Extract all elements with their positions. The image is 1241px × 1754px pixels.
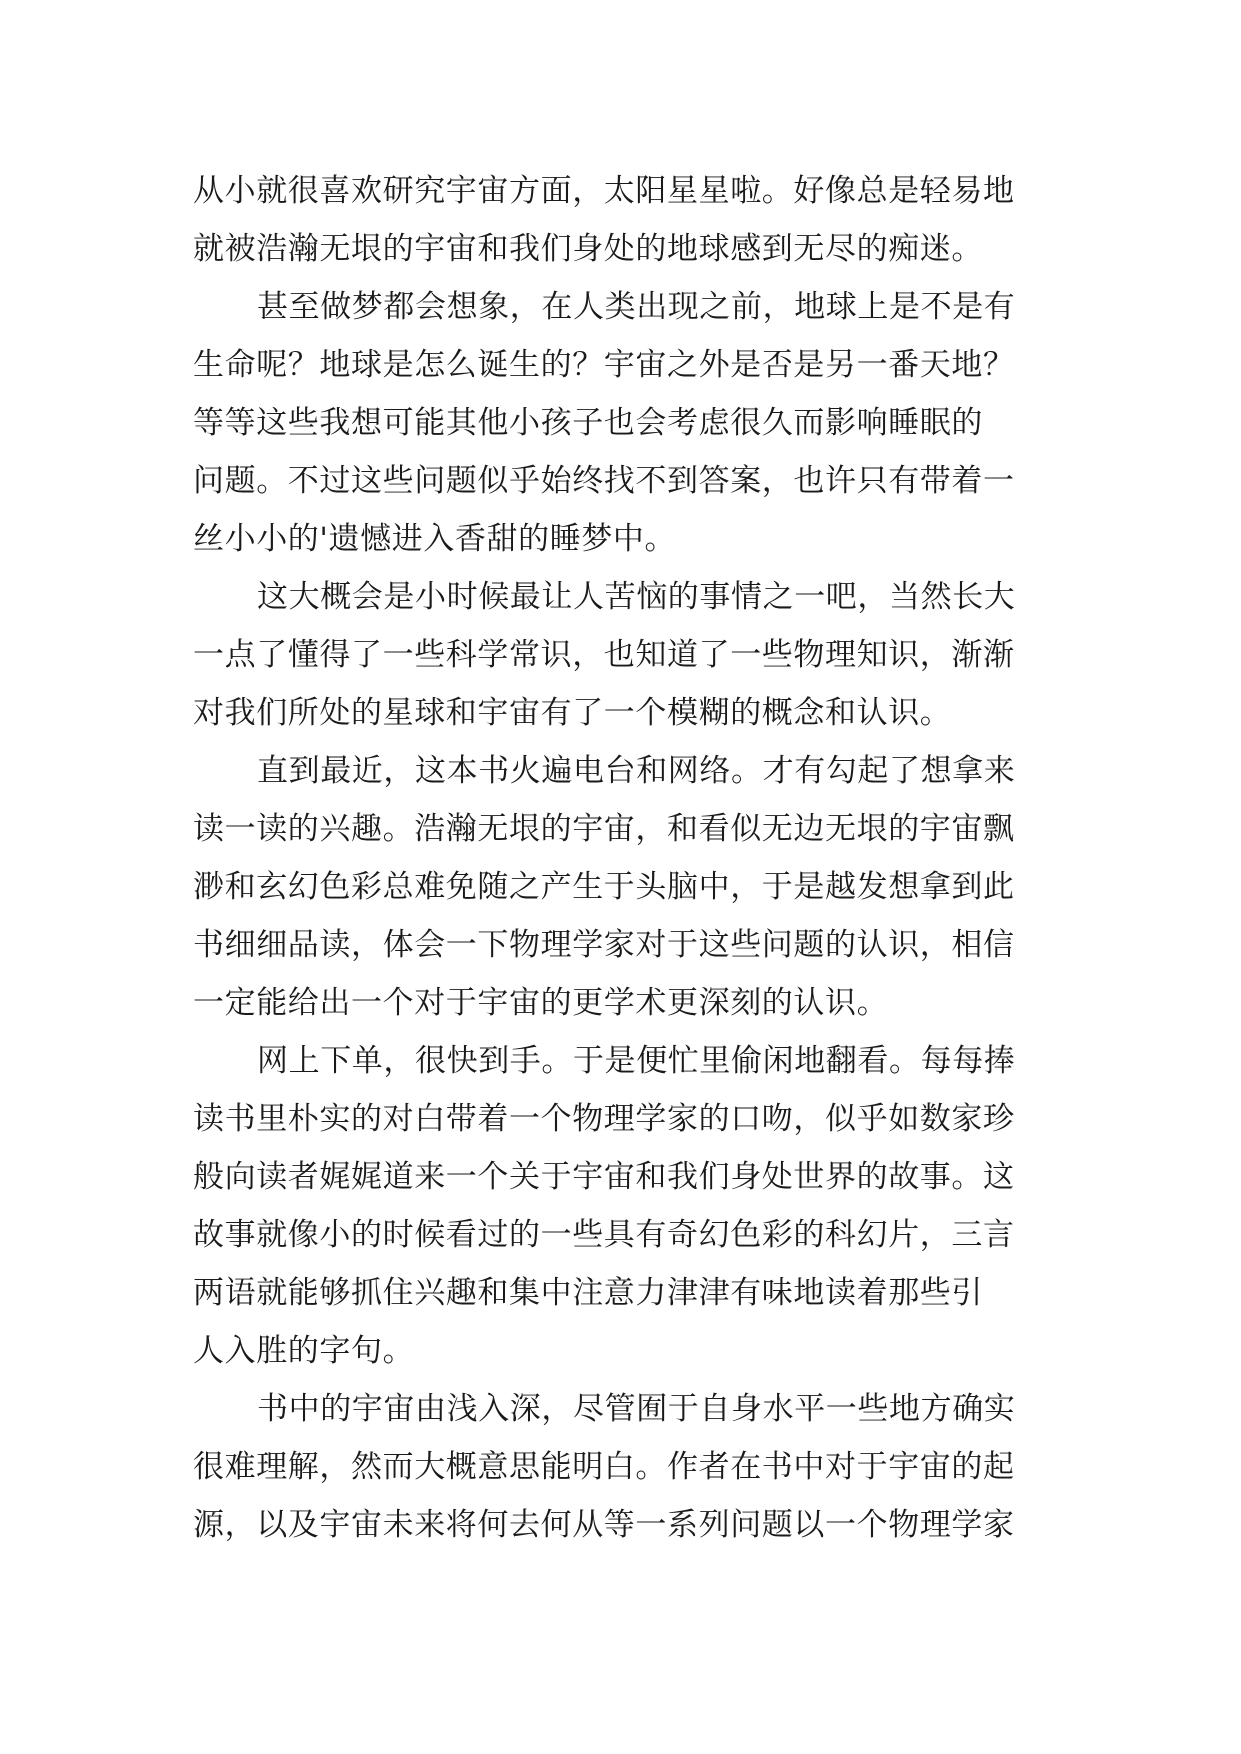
- text-line: 对我们所处的星球和宇宙有了一个模糊的概念和认识。: [193, 695, 952, 731]
- text-line: 一定能给出一个对于宇宙的更学术更深刻的认识。: [193, 985, 889, 1021]
- text-line: 从小就很喜欢研究宇宙方面，太阳星星啦。好像总是轻易地: [193, 173, 1015, 209]
- text-line: 直到最近，这本书火遍电台和网络。才有勾起了想拿来: [257, 753, 1016, 789]
- text-line: 这大概会是小时候最让人苦恼的事情之一吧，当然长大: [257, 579, 1016, 615]
- text-line: 就被浩瀚无垠的宇宙和我们身处的地球感到无尽的痴迷。: [193, 231, 983, 267]
- text-line: 读一读的兴趣。浩瀚无垠的宇宙，和看似无边无垠的宇宙飘: [193, 811, 1015, 847]
- text-line: 很难理解，然而大概意思能明白。作者在书中对于宇宙的起: [193, 1449, 1015, 1485]
- text-line: 人入胜的字句。: [193, 1333, 415, 1369]
- text-line: 源，以及宇宙未来将何去何从等一系列问题以一个物理学家: [193, 1507, 1015, 1543]
- text-line: 丝小小的'遗憾进入香甜的睡梦中。: [193, 521, 677, 557]
- body-text: [193, 162, 1055, 1554]
- text-line: 一点了懂得了一些科学常识，也知道了一些物理知识，渐渐: [193, 637, 1015, 673]
- text-line: 渺和玄幻色彩总难免随之产生于头脑中，于是越发想拿到此: [193, 869, 1015, 905]
- text-line: 网上下单，很快到手。于是便忙里偷闲地翻看。每每捧: [257, 1043, 1016, 1079]
- text-line: 等等这些我想可能其他小孩子也会考虑很久而影响睡眠的: [193, 405, 983, 441]
- text-line: 两语就能够抓住兴趣和集中注意力津津有味地读着那些引: [193, 1275, 983, 1311]
- text-line: 生命呢？地球是怎么诞生的？宇宙之外是否是另一番天地？: [193, 347, 1015, 383]
- text-line: 问题。不过这些问题似乎始终找不到答案，也许只有带着一: [193, 463, 1015, 499]
- text-line: 书细细品读，体会一下物理学家对于这些问题的认识，相信: [193, 927, 1015, 963]
- text-line: 般向读者娓娓道来一个关于宇宙和我们身处世界的故事。这: [193, 1159, 1015, 1195]
- text-line: 故事就像小的时候看过的一些具有奇幻色彩的科幻片，三言: [193, 1217, 1015, 1253]
- text-line: 书中的宇宙由浅入深，尽管囿于自身水平一些地方确实: [257, 1391, 1016, 1427]
- text-line: 甚至做梦都会想象，在人类出现之前，地球上是不是有: [257, 289, 1016, 325]
- text-line: 读书里朴实的对白带着一个物理学家的口吻，似乎如数家珍: [193, 1101, 1015, 1137]
